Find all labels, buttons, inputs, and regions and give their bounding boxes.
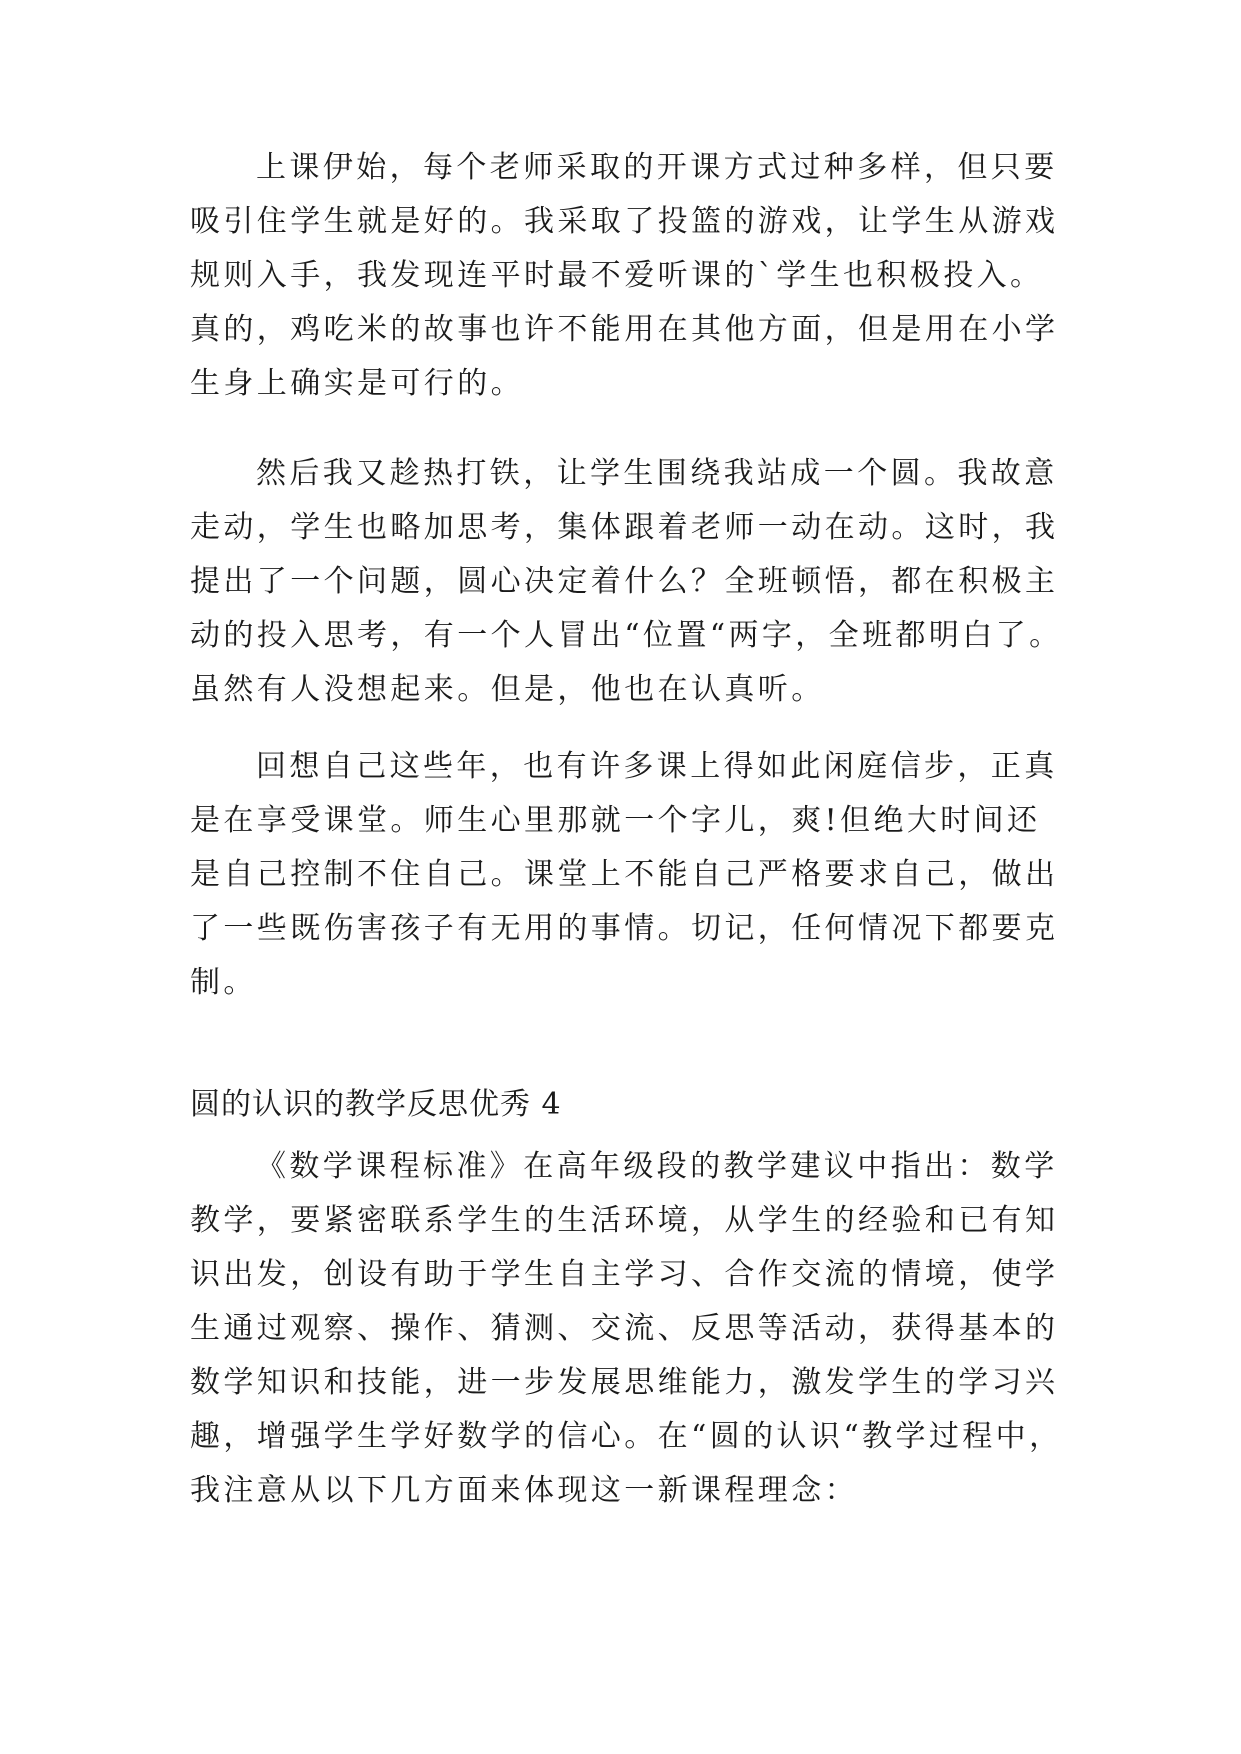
text-line: 走动，学生也略加思考，集体跟着老师一动在动。这时，我 [190,510,1059,545]
text-line: 是在享受课堂。师生心里那就一个字儿，爽!但绝大时间还 [190,803,1041,838]
text-line: 真的，鸡吃米的故事也许不能用在其他方面，但是用在小学 [190,312,1059,347]
text-line: 规则入手，我发现连平时最不爱听课的`学生也积极投入。 [190,258,1044,293]
text-line: 吸引住学生就是好的。我采取了投篮的游戏，让学生从游戏 [190,204,1059,239]
text-line: 动的投入思考，有一个人冒出“位置“两字，全班都明白了。 [190,618,1063,653]
text-line: 回想自己这些年，也有许多课上得如此闲庭信步，正真 [256,749,1058,784]
text-line: 制。 [190,965,257,1000]
text-line: 识出发，创设有助于学生自主学习、合作交流的情境，使学 [190,1257,1059,1292]
text-line: 趣，增强学生学好数学的信心。在“圆的认识“教学过程中， [190,1419,1063,1454]
text-line: 了一些既伤害孩子有无用的事情。切记，任何情况下都要克 [190,911,1059,946]
text-line: 是自己控制不住自己。课堂上不能自己严格要求自己，做出 [190,857,1059,892]
text-line: 教学，要紧密联系学生的生活环境，从学生的经验和已有知 [190,1203,1059,1238]
text-line: 我注意从以下几方面来体现这一新课程理念： [190,1473,858,1508]
text-line: 虽然有人没想起来。但是，他也在认真听。 [190,672,825,707]
text-line: 数学知识和技能，进一步发展思维能力，激发学生的学习兴 [190,1365,1059,1400]
text-line: 然后我又趁热打铁，让学生围绕我站成一个圆。我故意 [256,456,1058,491]
text-line: 《数学课程标准》在高年级段的教学建议中指出：数学 [256,1149,1058,1184]
text-line: 提出了一个问题，圆心决定着什么？全班顿悟，都在积极主 [190,564,1059,599]
text-line: 上课伊始，每个老师采取的开课方式过种多样，但只要 [256,150,1058,185]
section-heading: 圆的认识的教学反思优秀 4 [190,1087,562,1122]
text-line: 生身上确实是可行的。 [190,366,524,401]
text-line: 生通过观察、操作、猜测、交流、反思等活动，获得基本的 [190,1311,1059,1346]
